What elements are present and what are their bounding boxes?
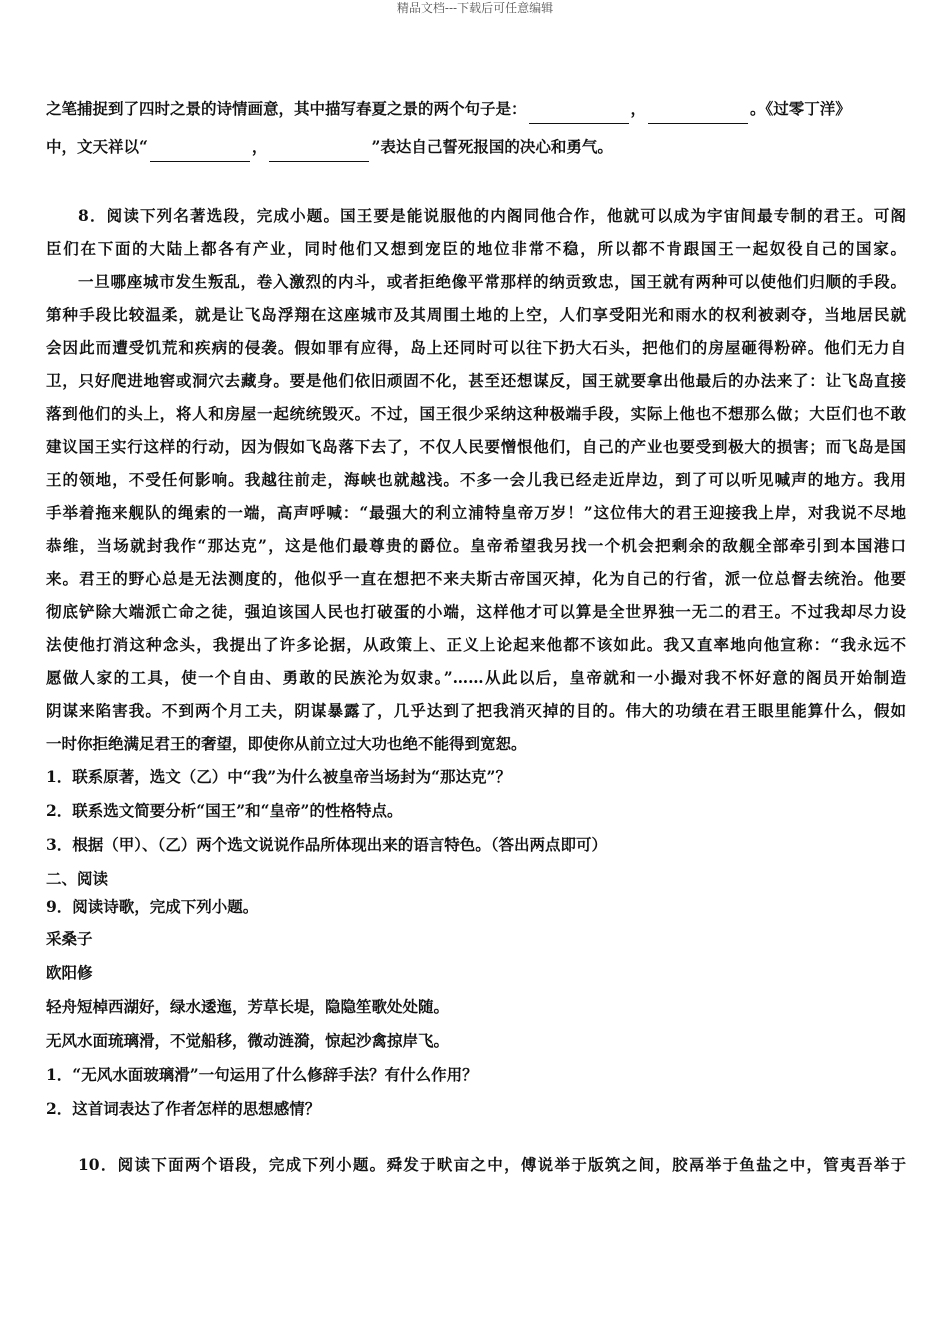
q8-paragraph-2-line: 落到他们的头上，将人和房屋一起统统毁灭。不过，国王很少采纳这种极端手段，实际上他也不想那么做；大臣们也不敢 bbox=[46, 404, 906, 423]
q7-text-d: ”表达自己誓死报国的决心和勇气。 bbox=[371, 137, 613, 156]
q8-paragraph-2-line: 阴谋来陷害我。不到两个月工夫，阴谋暴露了，几乎达到了把我消灭掉的目的。伟大的功绩在君王眼里能算什么，假如 bbox=[46, 701, 906, 720]
q8-subquestion-1: 1．联系原著，选文（乙）中“我”为什么被皇帝当场封为“那达克”？ bbox=[46, 767, 511, 786]
q8-paragraph-2-line: 法使他打消这种念头，我提出了许多论据，从政策上、正义上论起来他都不该如此。我又直率地向他宣称：“我永远不 bbox=[46, 635, 906, 654]
q7-line-1 bbox=[46, 94, 906, 124]
q7-separator: ， bbox=[630, 99, 647, 118]
section-heading: 二、阅读 bbox=[46, 869, 109, 888]
q8-paragraph-1-line-1: 8．阅读下列名著选段，完成小题。国王要是能说服他的内阁同他合作，他就可以成为宇宙间最专制的君王。可阁 bbox=[78, 206, 906, 225]
q7-separator-2: ， bbox=[251, 137, 268, 156]
poem-line-1: 轻舟短棹西湖好，绿水逶迤，芳草长堤，隐隐笙歌处处随。 bbox=[46, 997, 450, 1016]
q9-intro: 9．阅读诗歌，完成下列小题。 bbox=[46, 897, 259, 916]
q8-paragraph-2-line: 建议国王实行这样的行动，因为假如飞岛落下去了，不仅人民要憎恨他们，自己的产业也要受到极大的损害；而飞岛是国 bbox=[46, 437, 906, 456]
q8-paragraph-2-line: 手举着拖来舰队的绳索的一端，高声呼喊：“最强大的利立浦特皇帝万岁！”这位伟大的君王迎接我上岸，对我说不尽地 bbox=[46, 503, 906, 522]
answer-blank-1[interactable] bbox=[529, 107, 629, 124]
question-10 bbox=[46, 1148, 906, 1182]
question-8 bbox=[46, 199, 906, 862]
q8-paragraph-1-line-2: 臣们在下面的大陆上都各有产业，同时他们又想到宠臣的地位非常不稳，所以都不肯跟国王一起奴役自己的国家。 bbox=[46, 239, 906, 258]
question-7 bbox=[46, 94, 906, 162]
answer-blank-4[interactable] bbox=[269, 145, 369, 162]
q7-text-a: 之笔捕捉到了四时之景的诗情画意，其中描写春夏之景的两个句子是： bbox=[46, 99, 527, 118]
q7-text-b: 。《过零丁洋》 bbox=[750, 99, 851, 118]
poem-line-2: 无风水面琉璃滑，不觉船移，微动涟漪，惊起沙禽掠岸飞。 bbox=[46, 1031, 450, 1050]
poem-title: 采桑子 bbox=[46, 929, 93, 948]
answer-blank-3[interactable] bbox=[150, 145, 250, 162]
q8-subquestion-3: 3．根据（甲）、（乙）两个选文说说作品所体现出来的语言特色。（答出两点即可） bbox=[46, 835, 608, 854]
q8-paragraph-2-line: 彻底铲除大端派亡命之徒，强迫该国人民也打破蛋的小端，这样他才可以算是全世界独一无二的君王。不过我却尽力设 bbox=[46, 602, 906, 621]
page-header: 精品文档---下载后可任意编辑 bbox=[396, 1, 554, 15]
q8-paragraph-2-line: 一旦哪座城市发生叛乱，卷入激烈的内斗，或者拒绝像平常那样的纳贡致忠，国王就有两种可以使他们归顺的手段。 bbox=[78, 272, 906, 291]
q9-subquestion-2: 2．这首词表达了作者怎样的思想感情？ bbox=[46, 1099, 321, 1118]
answer-blank-2[interactable] bbox=[648, 107, 748, 124]
q8-paragraph-2-line-last: 一时你拒绝满足君王的奢望，即使你从前立过大功也绝不能得到宽恕。 bbox=[46, 734, 527, 753]
q8-subquestion-2: 2．联系选文简要分析“国王”和“皇帝”的性格特点。 bbox=[46, 801, 403, 820]
q8-paragraph-2-line: 卫，只好爬进地窖或洞穴去藏身。要是他们依旧顽固不化，甚至还想谋反，国王就要拿出他最后的办法来了：让飞岛直接 bbox=[46, 371, 906, 390]
q7-line-2 bbox=[46, 132, 906, 162]
q10-line-1: 10．阅读下面两个语段，完成下列小题。舜发于畎亩之中，傅说举于版筑之间，胶鬲举于鱼盐之中，管夷吾举于 bbox=[78, 1155, 906, 1174]
q8-paragraph-2-line: 第种手段比较温柔，就是让飞岛浮翔在这座城市及其周围土地的上空，人们享受阳光和雨水的权利被剥夺，当地居民就 bbox=[46, 305, 906, 324]
poem-author: 欧阳修 bbox=[46, 963, 93, 982]
q8-paragraph-2-line: 会因此而遭受饥荒和疾病的侵袭。假如罪有应得，岛上还同时可以往下扔大石头，把他们的房屋砸得粉碎。他们无力自 bbox=[46, 338, 906, 357]
q8-paragraph-2-line: 恭维，当场就封我作“那达克”，这是他们最尊贵的爵位。皇帝希望我另找一个机会把剩余的敌舰全部牵引到本国港口 bbox=[46, 536, 906, 555]
q9-subquestion-1: 1．“无风水面玻璃滑”一句运用了什么修辞手法？有什么作用？ bbox=[46, 1065, 478, 1084]
q7-text-c: 中，文天祥以“ bbox=[46, 137, 148, 156]
question-9 bbox=[46, 892, 906, 1126]
q8-paragraph-2-line: 愿做人家的工具，使一个自由、勇敢的民族沦为奴隶。”……从此以后，皇帝就和一小撮对我不怀好意的阁员开始制造 bbox=[46, 668, 906, 687]
q8-paragraph-2-line: 来。君王的野心总是无法测度的，他似乎一直在想把不来夫斯古帝国灭掉，化为自己的行省，派一位总督去统治。他要 bbox=[46, 569, 906, 588]
q8-paragraph-2-line: 王的领地，不受任何影响。我越往前走，海峡也就越浅。不多一会儿我已经走近岸边，到了可以听见喊声的地方。我用 bbox=[46, 470, 906, 489]
document-body bbox=[46, 94, 906, 1182]
